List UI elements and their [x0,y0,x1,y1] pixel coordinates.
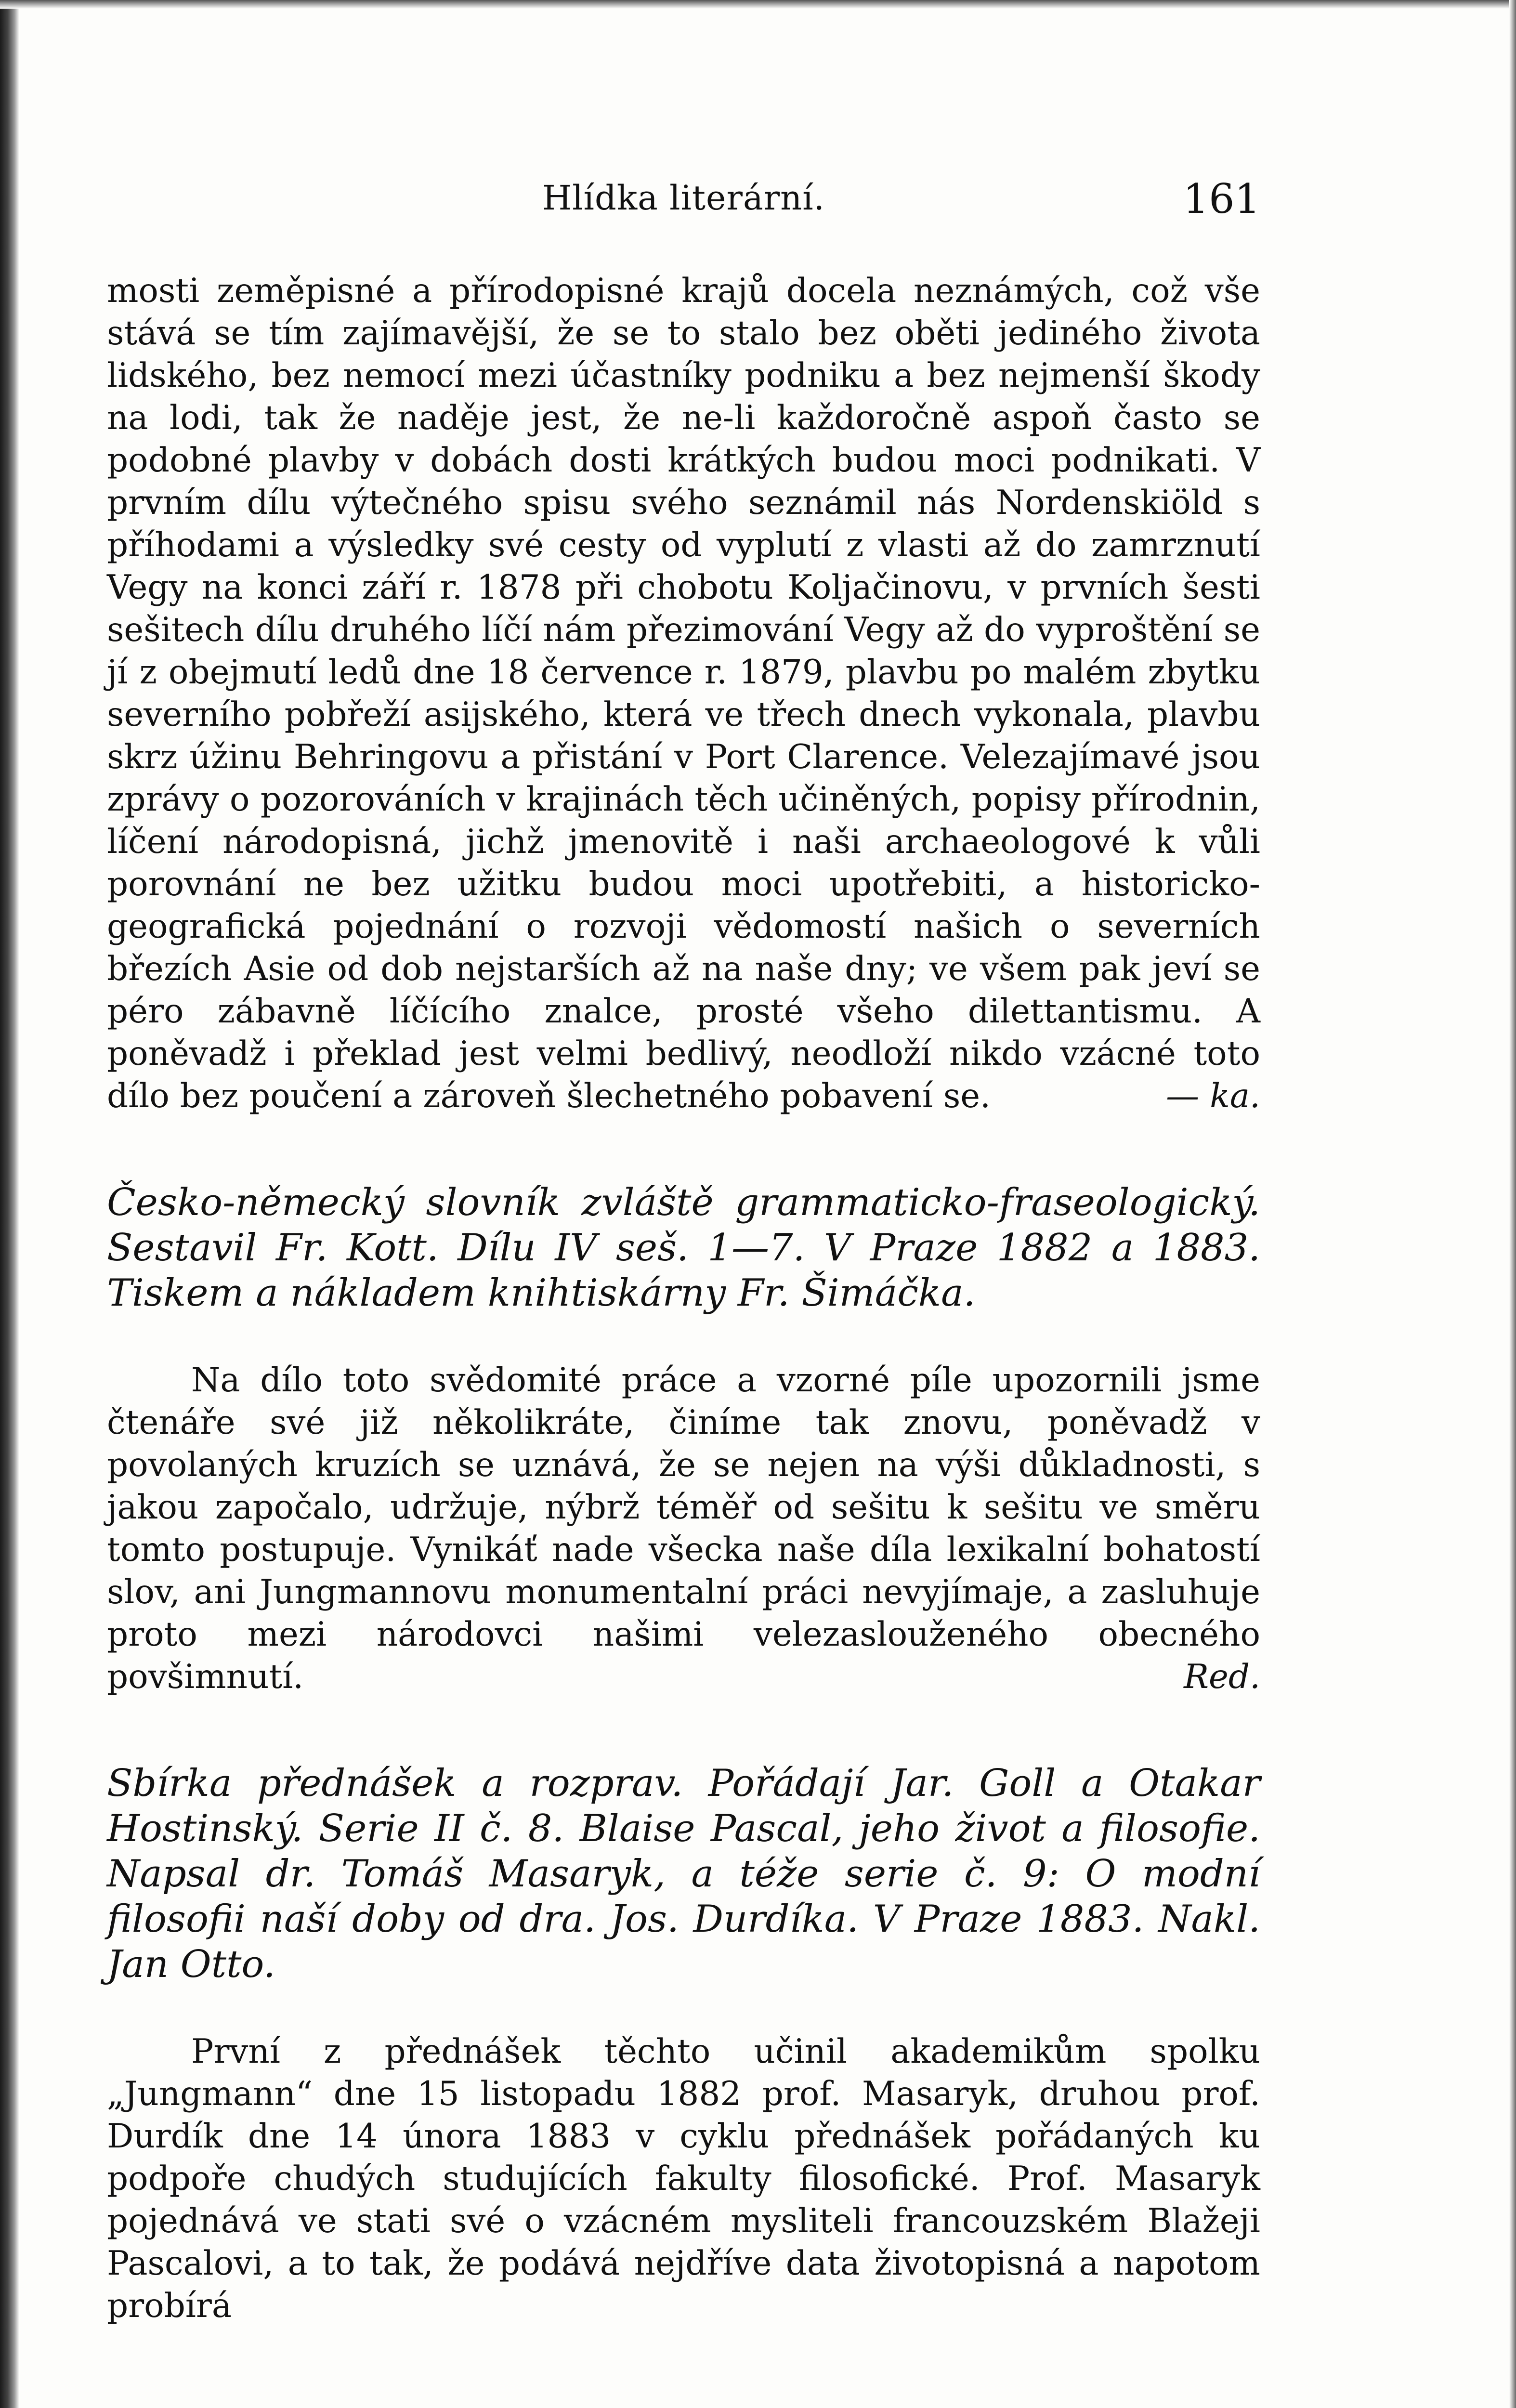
running-head: Hlídka literární. [542,178,825,218]
review-entry-dictionary [107,1180,1260,1698]
page-number: 161 [1183,175,1260,222]
scan-edge-left [0,0,19,2408]
review-entry-lectures [107,1761,1260,2327]
scan-edge-top [0,0,1516,9]
reviewer-signature: Red. [1184,1658,1260,1696]
review-title: Česko-německý slovník zvláště grammaticko-fraseologický. Sestavil Fr. Kott. Dílu IV seš. 1—7. V Praze 1882 a 1883. Tiskem a nákladem knihtiskárny Fr. Šimáčka. [107,1181,1260,1315]
reviewer-signature: — ka. [1166,1077,1260,1115]
review-body-text: Na dílo toto svědomité práce a vzorné píle upozornili jsme čtenáře své již několikráte, činíme tak znovu, poněvadž v povolaných kruzích se uznává, že se nejen na výši důkladnosti, s jakou započalo, udržuje, nýbrž téměř od sešitu k sešitu ve směru tomto postupuje. Vynikáť nade všecka naše díla lexikalní bohatostí slov, ani Jungmannovu monumentalní práci nevyjímaje, a zasluhuje proto mezi národovci našimi velezaslouženého obecného povšimnutí. [107,1361,1260,1696]
review-body: První z přednášek těchto učinil akademikům spolku „Jungmann“ dne 15 listopadu 1882 prof. Masaryk, druhou prof. Durdík dne 14 února 1883 v cyklu přednášek pořádaných ku podpoře chudých studujících fakulty filosofické. Prof. Masaryk pojednává ve stati své o vzácném mysliteli francouzském Blažeji Pascalovi, a to tak, že podává nejdříve data životopisná a napotom probírá [107,2032,1260,2325]
page-header [107,175,1260,226]
review-body [107,1359,1260,1698]
paragraph-continued [107,270,1260,1117]
scan-edge-right [1509,0,1516,2408]
body-text [107,270,1260,2327]
review-title: Sbírka přednášek a rozprav. Pořádají Jar. Goll a Otakar Hostinský. Serie II č. 8. Blaise Pascal, jeho život a filosofie. Napsal dr. Tomáš Masaryk, a téže serie č. 9: O modní filosofii naší doby od dra. Jos. Durdíka. V Praze 1883. Nakl. Jan Otto. [107,1762,1260,1986]
paragraph-text: mosti zeměpisné a přírodopisné krajů docela neznámých, což vše stává se tím zajímavější, že se to stalo bez oběti jediného života lidského, bez nemocí mezi účastníky podniku a bez nejmenší škody na lodi, tak že naděje jest, že ne-li každoročně aspoň často se podobné plavby v dobách dosti krátkých budou moci podnikati. V prvním dílu výtečného spisu svého seznámil nás Nordenskiöld s příhodami a výsledky své cesty od vyplutí z vlasti až do zamrznutí Vegy na konci září r. 1878 při chobotu Koljačinovu, v prvních šesti sešitech dílu druhého líčí nám přezimování Vegy až do vyproštění se jí z obejmutí ledů dne 18 července r. 1879, plavbu po malém zbytku severního pobřeží asijského, která ve třech dnech vykonala, plavbu skrz úžinu Behringovu a přistání v Port Clarence. Velezajímavé jsou zprávy o pozorováních v krajinách těch učiněných, popisy přírodnin, líčení národopisná, jichž jmenovitě i naši archaeologové k vůli porovnání ne bez užitku budou moci upotřebiti, a historicko-geografická pojednání o rozvoji vědomostí našich o severních březích Asie od dob nejstarších až na naše dny; ve všem pak jeví se péro zábavně líčícího znalce, prosté všeho dilettantismu. A poněvadž i překlad jest velmi bedlivý, neodloží nikdo vzácné toto dílo bez poučení a zároveň šlechetného pobavení se. [107,272,1260,1115]
